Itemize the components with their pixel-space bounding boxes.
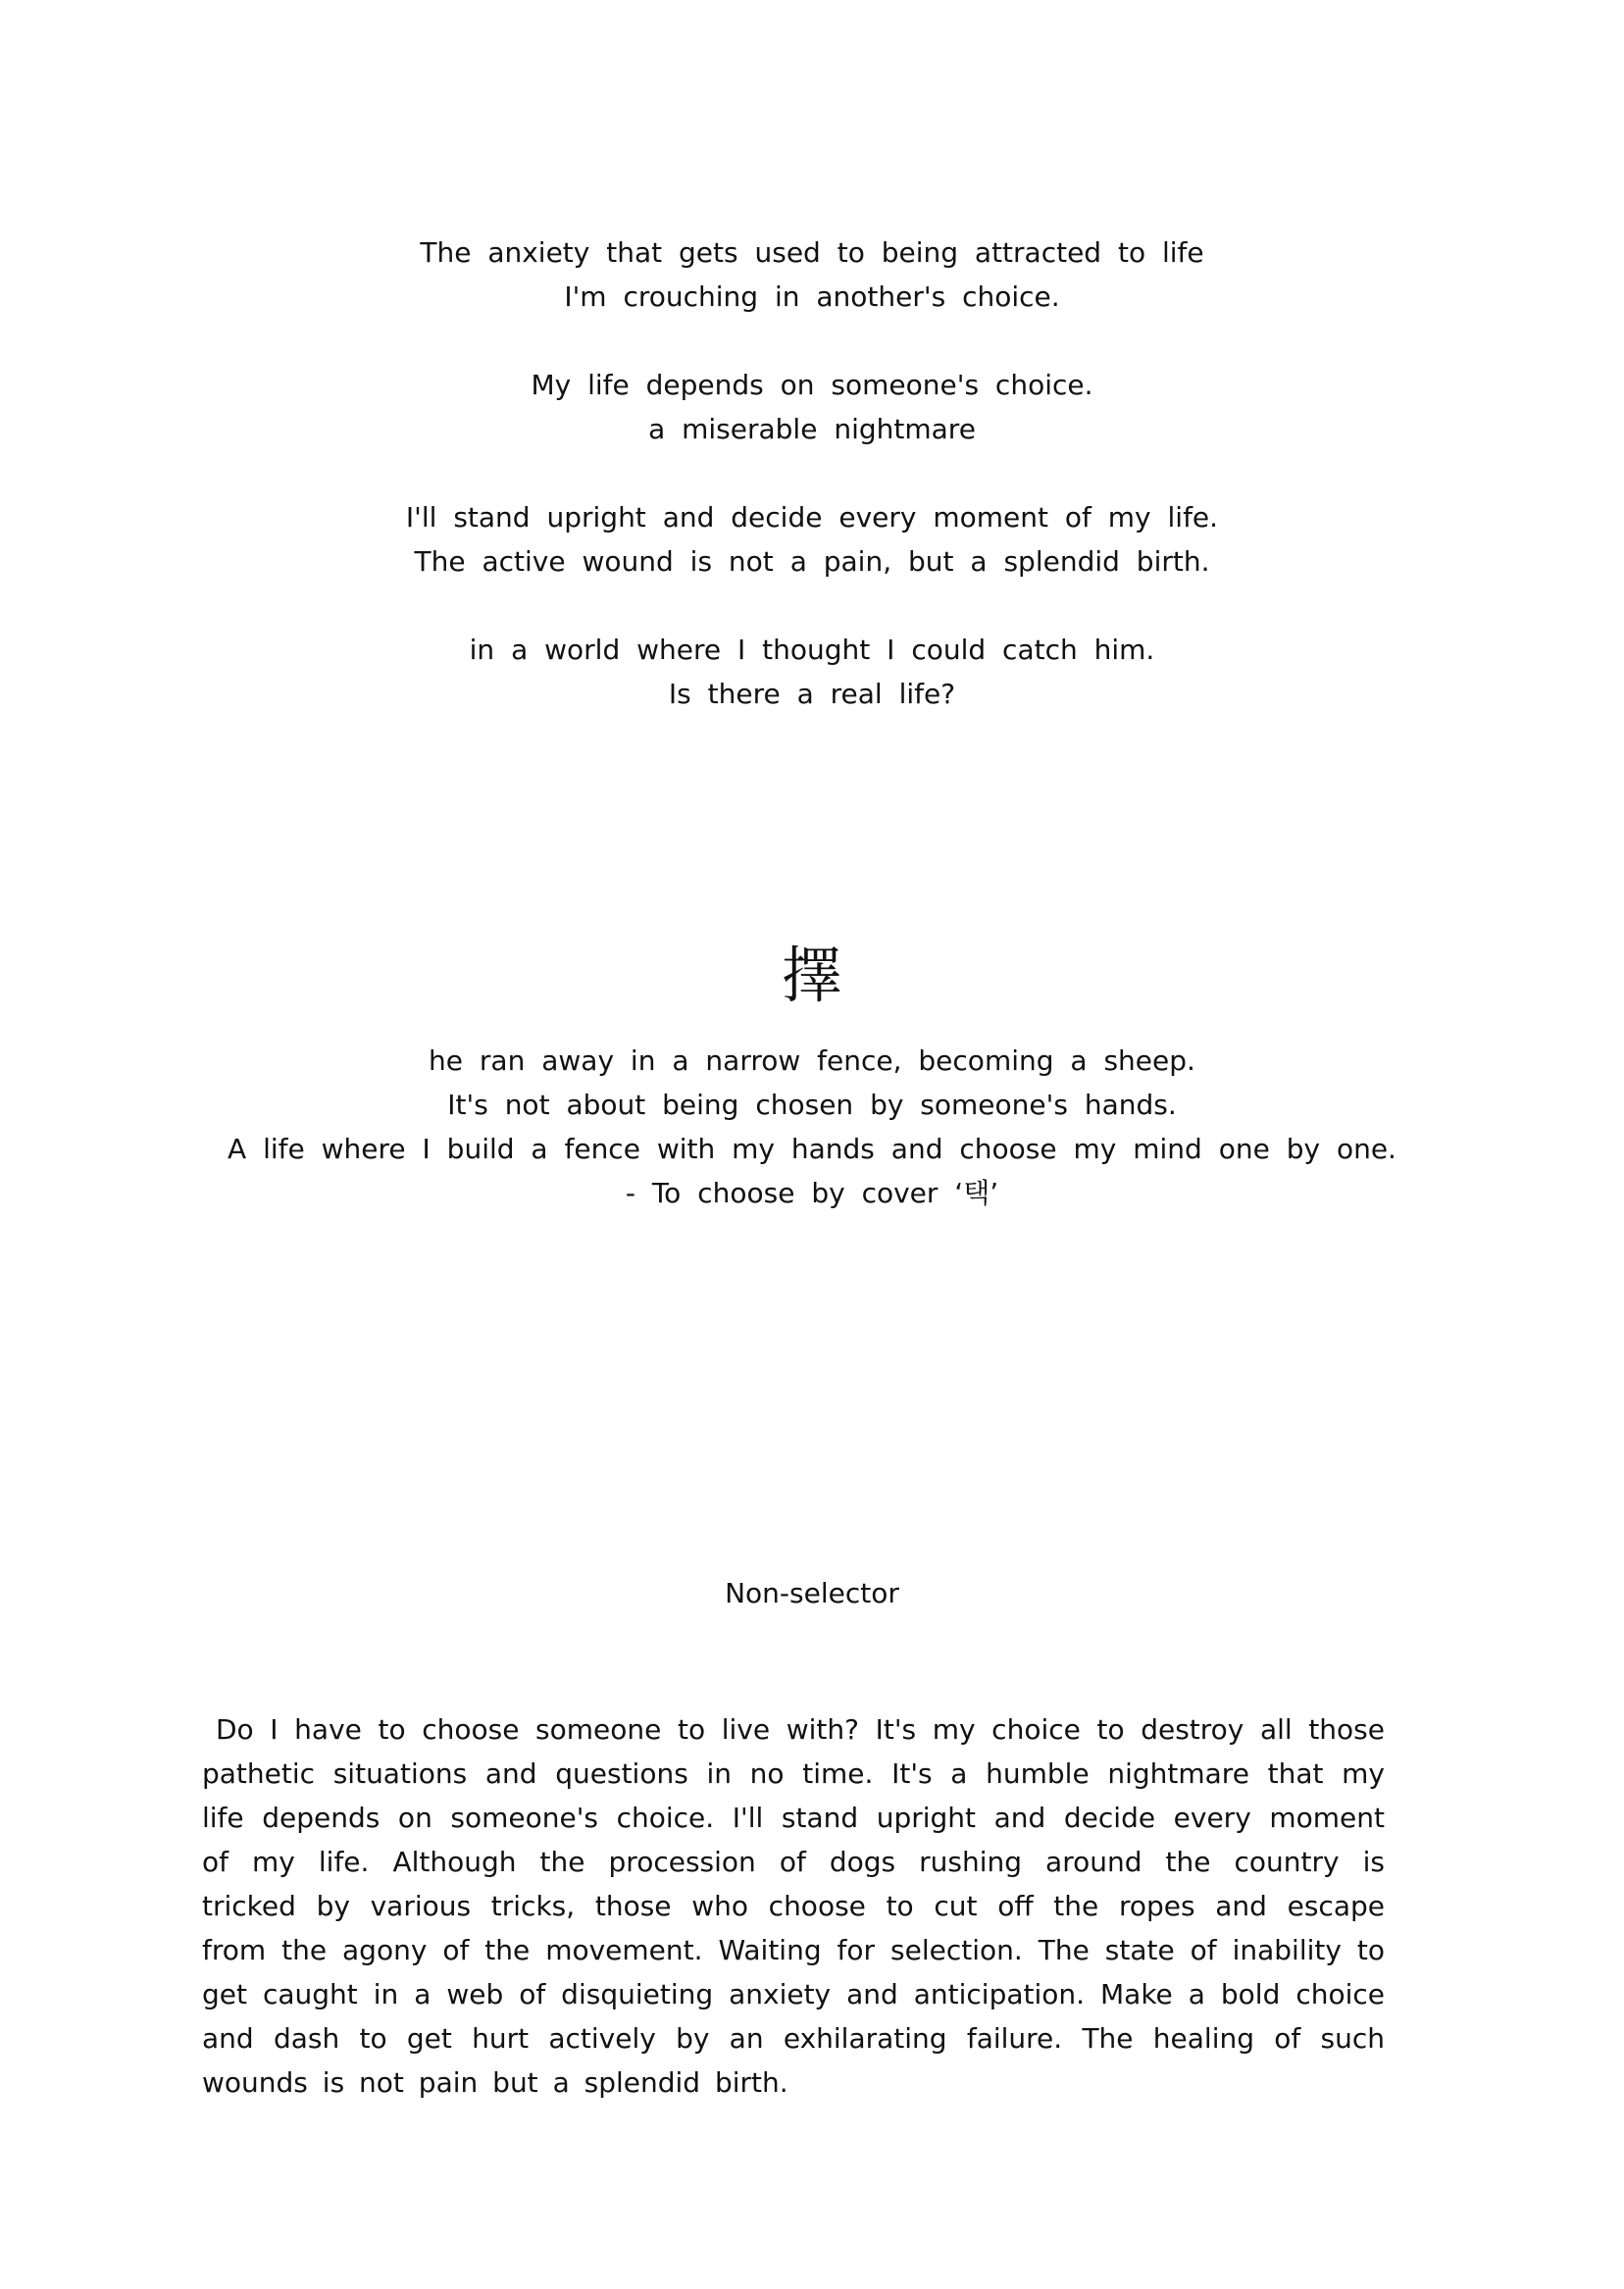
poem-stanza4-line2: Is there a real life?	[668, 678, 956, 710]
poem-stanza2-line2: a miserable nightmare	[648, 413, 976, 445]
poem-stanza3-line2: The active wound is not a pain, but a splendid birth.	[414, 545, 1210, 578]
verse-line3: A life where I build a fence with my hands and choose my mind one by one.	[228, 1133, 1396, 1165]
poem-stanza1-line2: I'm crouching in another's choice.	[564, 280, 1060, 313]
poem-stanza2-line1: My life depends on someone's choice.	[531, 369, 1093, 401]
essay-body: Do I have to choose someone to live with? It's my choice to destroy all those pathetic situations and questions in no time. It's a humble nightmare that my life depends on someone's choice. I'll stand upright and decide every moment of my life. Although the procession of dogs rushing around the country is tricked by various tricks, those who choose to cut off the ropes and escape from the agony of the movement. Waiting for selection. The state of inability to get caught in a web of disquieting anxiety and anticipation. Make a bold choice and dash to get hurt actively by an exhilarating failure. The healing of such wounds is not pain but a splendid birth.	[202, 1713, 1385, 2099]
verse-line4: - To choose by cover ‘택’	[625, 1177, 999, 1209]
essay-title: Non-selector	[725, 1577, 899, 1609]
verse-line2: It's not about being chosen by someone's hands.	[447, 1089, 1177, 1121]
poem-stanza1-line1: The anxiety that gets used to being attracted to life	[420, 236, 1204, 269]
hanja-character: 擇	[781, 940, 842, 1011]
poem-stanza3-line1: I'll stand upright and decide every moment of my life.	[405, 501, 1219, 534]
poem-stanza4-line1: in a world where I thought I could catch him.	[469, 634, 1155, 666]
verse-line1: he ran away in a narrow fence, becoming a sheep.	[429, 1044, 1195, 1077]
